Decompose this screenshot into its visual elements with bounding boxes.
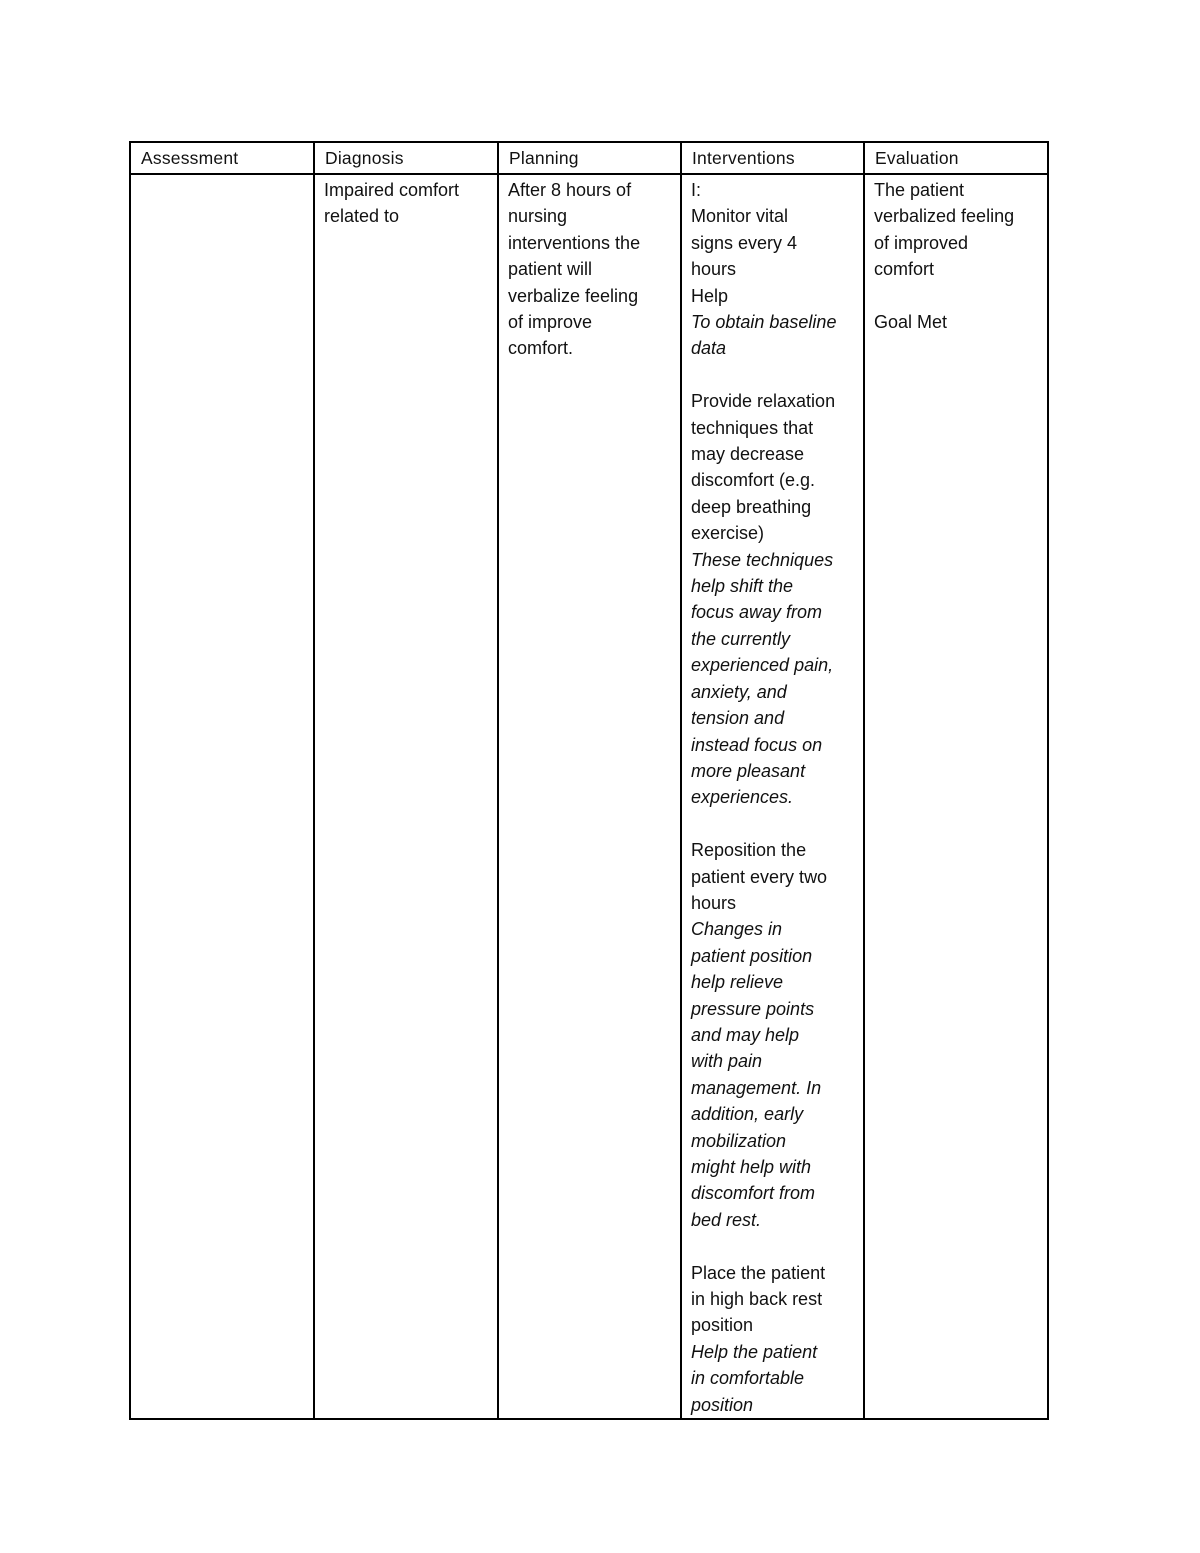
intervention-rationale-line: addition, early	[691, 1104, 804, 1125]
intervention-rationale-line: To obtain baseline	[691, 312, 837, 333]
planning-line: After 8 hours of	[508, 180, 632, 200]
intervention-rationale-line: help relieve	[691, 972, 784, 993]
intervention-rationale-line: management. In	[691, 1077, 822, 1098]
intervention-action-line: hours	[691, 259, 737, 280]
paragraph-spacer	[691, 362, 854, 388]
intervention-action-line: discomfort (e.g.	[691, 470, 816, 491]
header-row	[130, 142, 1048, 174]
intervention-action-line: position	[691, 1315, 754, 1336]
planning-line: comfort.	[508, 338, 574, 359]
intervention-action-line: Provide relaxation	[691, 391, 836, 412]
intervention-action-line: techniques that	[691, 417, 814, 438]
intervention-action-line: in high back rest	[691, 1289, 823, 1310]
intervention-rationale-line: and may help	[691, 1024, 800, 1045]
intervention-rationale-line: Help the patient	[691, 1341, 818, 1362]
intervention-action-line: Place the patient	[691, 1262, 826, 1283]
intervention-rationale-line: data	[691, 338, 727, 359]
evaluation-line: The patient	[874, 180, 965, 200]
interventions-cell	[681, 174, 864, 1419]
intervention-action-line: exercise)	[691, 523, 765, 544]
header-interventions: Interventions	[681, 142, 864, 174]
intervention-rationale-line: help shift the	[691, 576, 794, 597]
intervention-rationale-line: with pain	[691, 1051, 763, 1072]
planning-line: verbalize feeling	[508, 285, 639, 306]
intervention-rationale-line: instead focus on	[691, 734, 823, 755]
planning-line: of improve	[508, 312, 593, 333]
intervention-rationale-line: experiences.	[691, 787, 794, 808]
header-diagnosis: Diagnosis	[314, 142, 498, 174]
intervention-rationale-line: Changes in	[691, 919, 783, 940]
diagnosis-line: related to	[324, 206, 400, 227]
intervention-rationale-line: more pleasant	[691, 760, 806, 781]
planning-line: interventions the	[508, 232, 641, 253]
intervention-rationale-line: mobilization	[691, 1130, 787, 1151]
paragraph-spacer	[691, 811, 854, 837]
intervention-action-line: Reposition the	[691, 840, 807, 861]
planning-line: nursing	[508, 206, 568, 227]
intervention-rationale-line: might help with	[691, 1157, 812, 1177]
intervention-rationale-line: patient position	[691, 945, 813, 966]
intervention-rationale-line: in comfortable	[691, 1368, 805, 1389]
evaluation-line: verbalized feeling	[874, 206, 1015, 227]
header-assessment: Assessment	[130, 142, 314, 174]
intervention-action-line: may decrease	[691, 444, 805, 465]
intervention-rationale-line: the currently	[691, 628, 791, 649]
intervention-rationale-line: tension and	[691, 708, 785, 729]
evaluation-line: comfort	[874, 259, 935, 280]
evaluation-cell	[864, 174, 1048, 1419]
nursing-care-plan-table	[129, 141, 1049, 1420]
evaluation-line: of improved	[874, 232, 969, 253]
intervention-rationale-line: These techniques	[691, 549, 834, 570]
intervention-rationale-line: discomfort from	[691, 1183, 816, 1204]
intervention-action-line: Monitor vital	[691, 206, 789, 227]
paragraph-spacer	[691, 1233, 854, 1259]
header-planning: Planning	[498, 142, 681, 174]
intervention-action-line: deep breathing	[691, 496, 812, 517]
intervention-rationale-line: pressure points	[691, 998, 815, 1019]
intervention-rationale-line: experienced pain,	[691, 655, 834, 676]
interventions-intro: I:	[691, 180, 702, 200]
planning-cell	[498, 174, 681, 1419]
intervention-action-line: Help	[691, 285, 729, 306]
planning-line: patient will	[508, 259, 593, 280]
assessment-cell	[130, 174, 314, 1419]
intervention-rationale-line: anxiety, and	[691, 681, 787, 702]
paragraph-spacer	[874, 283, 1038, 309]
intervention-action-line: hours	[691, 892, 737, 913]
intervention-rationale-line: position	[691, 1394, 754, 1415]
intervention-action-line: signs every 4	[691, 232, 798, 253]
evaluation-result: Goal Met	[874, 312, 948, 333]
intervention-action-line: patient every two	[691, 866, 828, 887]
intervention-rationale-line: focus away from	[691, 602, 823, 623]
header-evaluation: Evaluation	[864, 142, 1048, 174]
diagnosis-cell	[314, 174, 498, 1419]
care-plan-row	[130, 174, 1048, 1419]
intervention-rationale-line: bed rest.	[691, 1209, 762, 1230]
diagnosis-line: Impaired comfort	[324, 180, 460, 200]
